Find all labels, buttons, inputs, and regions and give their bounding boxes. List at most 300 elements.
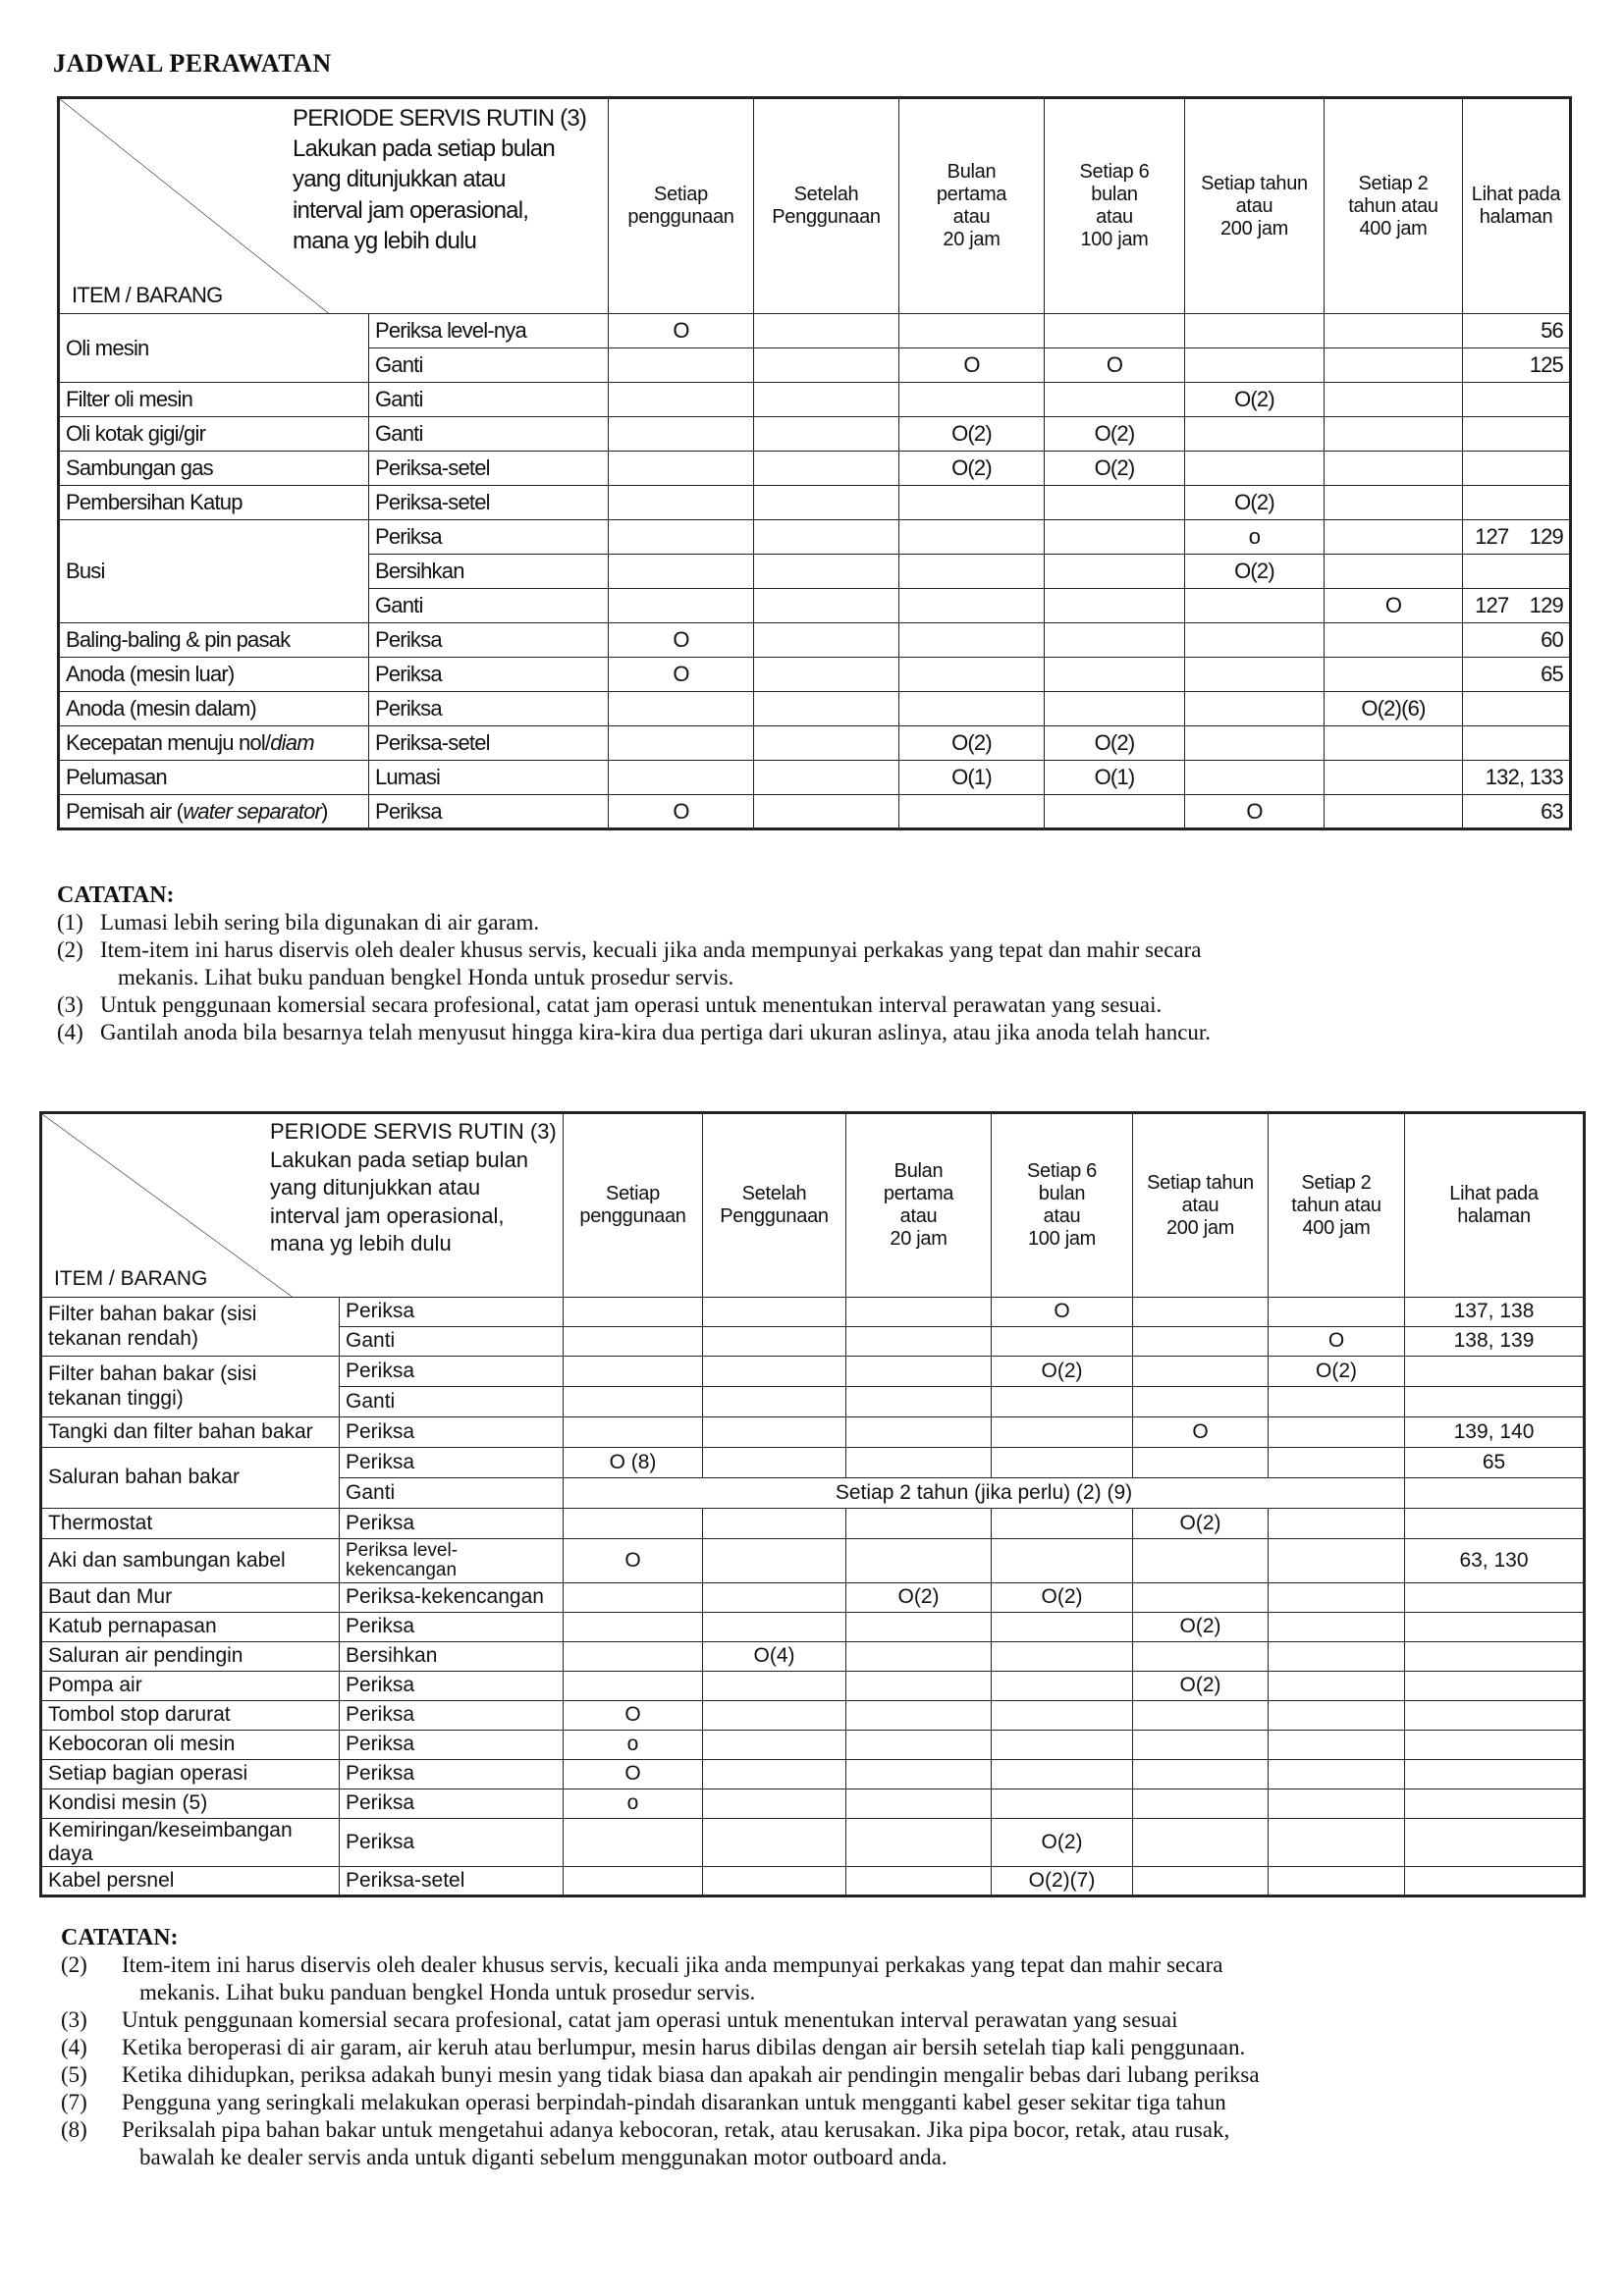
column-header-line: Penggunaan [720,1205,829,1227]
column-header-line: Setiap 2 [1301,1171,1372,1194]
header-row [59,98,1571,314]
page-ref-cell [1463,726,1571,761]
period-line: interval jam operasional, [293,196,529,224]
schedule-cell: O(1) [1045,761,1185,795]
note-number: (3) [57,992,83,1017]
action-cell: Ganti [369,589,609,623]
schedule-cell [846,1327,992,1357]
schedule-cell [1133,1789,1269,1819]
schedule-cell [754,795,899,829]
schedule-cell [609,520,754,555]
schedule-cell: O(2) [1045,452,1185,486]
item-cell [59,726,369,761]
schedule-cell [1185,589,1325,623]
column-header-line: atau [1235,194,1273,217]
table-row [41,1819,1585,1867]
page-ref-cell: 137, 138 [1405,1298,1585,1327]
column-header [1269,1113,1405,1298]
item-cell [59,383,369,417]
schedule-cell [1269,1387,1405,1417]
table-row [59,795,1571,829]
column-header-line: Lihat pada [1449,1183,1539,1204]
item-cell [41,1357,340,1417]
item-name: Pembersihan Katup [66,490,243,515]
table-row [41,1448,1585,1478]
schedule-cell [1325,726,1463,761]
note-number: (5) [61,2062,87,2087]
schedule-cell: O(2) [1185,555,1325,589]
schedule-cell [1325,486,1463,520]
note-text [122,2034,1583,2061]
item-cell [41,1731,340,1760]
header-row [41,1113,1585,1298]
schedule-cell [1325,417,1463,452]
schedule-cell [1325,555,1463,589]
schedule-cell [1269,1583,1405,1613]
page-ref-cell [1463,692,1571,726]
schedule-cell [1325,452,1463,486]
schedule-cell: O [609,314,754,348]
item-name: Filter oli mesin [66,387,193,412]
action-cell: Ganti [340,1327,564,1357]
schedule-cell [564,1583,703,1613]
schedule-cell [1269,1298,1405,1327]
schedule-cell [1133,1327,1269,1357]
schedule-cell [992,1760,1133,1789]
schedule-cell [703,1539,846,1583]
schedule-cell [899,383,1045,417]
item-name: Kecepatan menuju nol/ [66,730,271,756]
note-number: (2) [61,1952,87,1977]
note-number: (8) [61,2117,87,2142]
schedule-cell [899,658,1045,692]
schedule-cell [1045,520,1185,555]
page-ref-cell [1463,383,1571,417]
schedule-cell: O(2) [1133,1672,1269,1701]
table-row [41,1867,1585,1896]
schedule-cell [1133,1731,1269,1760]
action-cell: Periksa-setel [369,452,609,486]
schedule-cell [846,1417,992,1448]
note-text [100,909,1579,936]
schedule-cell [992,1509,1133,1539]
note-text [122,2089,1583,2116]
schedule-cell [846,1613,992,1642]
page-ref-cell [1463,452,1571,486]
column-header-line: penggunaan [579,1205,686,1227]
schedule-cell [1045,795,1185,829]
column-header-line: Bulan [893,1160,944,1182]
schedule-cell [609,692,754,726]
note-text-continuation: mekanis. Lihat buku panduan bengkel Honda untuk prosedur servis. [139,1980,756,2004]
schedule-cell [609,726,754,761]
column-header-line: Setiap 2 [1358,172,1429,194]
schedule-cell: O(2) [899,452,1045,486]
schedule-cell [1269,1448,1405,1478]
schedule-cell [1133,1539,1269,1583]
schedule-cell [564,1387,703,1417]
notes-heading: CATATAN: [61,1925,179,1950]
note-item [61,2061,1583,2089]
table-row [41,1701,1585,1731]
schedule-cell: O(2) [1045,726,1185,761]
action-cell: Periksa level-nya [369,314,609,348]
column-header-line: 400 jam [1302,1216,1371,1239]
action-cell: Periksa [340,1509,564,1539]
column-header [1045,98,1185,314]
note-item [61,1951,1583,2006]
column-header [846,1113,992,1298]
schedule-cell [564,1867,703,1896]
schedule-cell [1133,1867,1269,1896]
schedule-cell [703,1760,846,1789]
item-cell [41,1539,340,1583]
note-item [57,909,1579,936]
action-cell: Periksa [340,1448,564,1478]
action-cell: Periksa-setel [369,726,609,761]
column-header-line: 400 jam [1359,217,1428,240]
page-ref-cell [1405,1731,1585,1760]
period-line: yang ditunjukkan atau [293,166,506,193]
schedule-cell [703,1583,846,1613]
column-header [703,1113,846,1298]
schedule-cell [754,589,899,623]
schedule-cell [703,1613,846,1642]
note-text [122,1951,1583,2006]
page-ref-cell: 56 [1463,314,1571,348]
action-cell: Periksa level-kekencangan [340,1539,564,1583]
action-cell: Periksa [340,1417,564,1448]
schedule-cell [992,1387,1133,1417]
schedule-cell [754,692,899,726]
note-text-line: Ketika dihidupkan, periksa adakah bunyi mesin yang tidak biasa dan apakah air pendingin mengalir bebas dari lubang periksa [122,2062,1260,2087]
schedule-cell: O [992,1298,1133,1327]
notes-heading: CATATAN: [57,882,175,908]
schedule-cell [1133,1760,1269,1789]
item-name: Baut dan Mur [48,1585,173,1609]
schedule-cell: O(2) [1269,1357,1405,1387]
item-name: Baling-baling & pin pasak [66,627,291,653]
page-ref-cell: 132, 133 [1463,761,1571,795]
schedule-cell: O (8) [564,1448,703,1478]
column-header-line: Setelah [741,1183,807,1204]
action-cell: Periksa [340,1760,564,1789]
schedule-cell [1045,589,1185,623]
column-header-line: pertama [936,184,1007,205]
schedule-cell [1045,486,1185,520]
schedule-cell: o [1185,520,1325,555]
schedule-cell [1269,1819,1405,1867]
item-name: Anoda (mesin dalam) [66,696,256,721]
schedule-cell [846,1819,992,1867]
page-ref-cell [1463,417,1571,452]
page-ref-cell: 125 [1463,348,1571,383]
action-cell: Periksa [369,795,609,829]
schedule-cell [1269,1701,1405,1731]
action-cell: Ganti [340,1387,564,1417]
action-cell: Periksa [369,658,609,692]
action-cell: Periksa [340,1701,564,1731]
item-cell [59,623,369,658]
note-text-continuation: bawalah ke dealer servis anda untuk diganti sebelum menggunakan motor outboard anda. [139,2145,947,2169]
item-cell [41,1789,340,1819]
column-header-line: atau [952,206,991,228]
schedule-cell: O [1269,1327,1405,1357]
column-header-line: Setiap 6 [1079,161,1150,183]
action-cell: Ganti [369,417,609,452]
schedule-cell: O(2) [899,417,1045,452]
schedule-cell: O(2)(7) [992,1867,1133,1896]
schedule-cell [564,1672,703,1701]
schedule-cell [846,1539,992,1583]
note-number: (1) [57,910,83,934]
table-row [41,1509,1585,1539]
action-cell: Lumasi [369,761,609,795]
schedule-cell [846,1448,992,1478]
item-cell [59,486,369,520]
column-header-line: penggunaan [627,206,734,228]
page-ref-cell: 139, 140 [1405,1417,1585,1448]
page-ref-cell [1405,1760,1585,1789]
table-row [41,1789,1585,1819]
schedule-cell [1269,1417,1405,1448]
action-cell: Periksa [340,1731,564,1760]
schedule-cell [846,1789,992,1819]
schedule-cell [1185,726,1325,761]
table-row [41,1417,1585,1448]
column-header-line: Lihat pada [1471,184,1561,205]
action-cell: Ganti [369,383,609,417]
schedule-cell [1325,795,1463,829]
item-name: Anoda (mesin luar) [66,662,235,687]
schedule-cell: O(2) [846,1583,992,1613]
column-header [1133,1113,1269,1298]
schedule-cell: O(2) [1185,383,1325,417]
schedule-cell [703,1672,846,1701]
schedule-cell [899,589,1045,623]
note-item [57,1019,1579,1046]
schedule-cell [703,1867,846,1896]
schedule-cell [609,348,754,383]
schedule-cell [754,623,899,658]
table-row [59,383,1571,417]
page-ref-cell: 63, 130 [1405,1539,1585,1583]
item-cell [41,1583,340,1613]
page-ref-cell [1405,1867,1585,1896]
table-row [59,761,1571,795]
schedule-cell [1045,623,1185,658]
table-row [41,1672,1585,1701]
schedule-cell [1133,1701,1269,1731]
schedule-cell [846,1509,992,1539]
schedule-cell [1269,1867,1405,1896]
schedule-cell [899,486,1045,520]
table-row [41,1731,1585,1760]
item-name: Kabel persnel [48,1869,175,1893]
note-item [61,2116,1583,2171]
column-header-line: atau [1096,206,1133,228]
note-text [122,2061,1583,2089]
item-name: Aki dan sambungan kabel [48,1548,286,1572]
note-number: (7) [61,2090,87,2114]
schedule-cell [754,520,899,555]
notes-section-2 [61,1924,1583,2171]
item-name: Kemiringan/keseimbangan daya [48,1819,293,1866]
note-text-line: Untuk penggunaan komersial secara profesional, catat jam operasi untuk menentukan interval perawatan yang sesuai [122,2007,1178,2032]
period-line: Lakukan pada setiap bulan [270,1147,528,1172]
schedule-cell [992,1417,1133,1448]
note-number: (2) [57,937,83,962]
schedule-cell [1325,623,1463,658]
column-header-line: 100 jam [1080,229,1149,250]
column-header-line: halaman [1479,206,1553,228]
item-name: Oli kotak gigi/gir [66,421,206,447]
table-row [59,486,1571,520]
column-header [992,1113,1133,1298]
schedule-cell [1185,658,1325,692]
schedule-cell [1325,314,1463,348]
item-cell [41,1701,340,1731]
note-text-line: Untuk penggunaan komersial secara profesional, catat jam operasi untuk menentukan interval perawatan yang sesuai. [100,992,1163,1017]
table-row [59,452,1571,486]
schedule-cell [754,658,899,692]
schedule-cell: O [899,348,1045,383]
note-text [100,936,1579,991]
schedule-cell [703,1357,846,1387]
schedule-cell [846,1672,992,1701]
column-header [564,1113,703,1298]
schedule-cell [703,1448,846,1478]
item-name: Oli mesin [66,335,149,360]
item-name: Pemisah air ( [66,798,184,824]
page-ref-cell: 63 [1463,795,1571,829]
schedule-cell [609,555,754,589]
note-text [100,991,1579,1019]
schedule-cell [1325,348,1463,383]
table-row [59,417,1571,452]
action-cell: Bersihkan [340,1642,564,1672]
action-cell: Periksa-setel [369,486,609,520]
page-ref-cell: 127 129 [1463,589,1571,623]
column-header-line: halaman [1457,1205,1531,1227]
column-header-line: 100 jam [1027,1228,1097,1250]
schedule-cell [564,1298,703,1327]
action-cell: Periksa [340,1819,564,1867]
schedule-cell [754,555,899,589]
schedule-cell: O [1185,795,1325,829]
column-header [754,98,899,314]
schedule-cell: O(2) [992,1819,1133,1867]
schedule-cell [703,1789,846,1819]
schedule-cell: O(2) [1185,486,1325,520]
schedule-cell [899,520,1045,555]
action-cell: Periksa-setel [340,1867,564,1896]
schedule-cell [754,417,899,452]
schedule-cell [899,795,1045,829]
schedule-cell [754,761,899,795]
schedule-cell [1133,1357,1269,1387]
period-line: yang ditunjukkan atau [270,1175,481,1201]
schedule-cell [1185,348,1325,383]
schedule-cell [846,1867,992,1896]
item-name: Tombol stop darurat [48,1703,231,1727]
page-ref-cell [1405,1387,1585,1417]
column-header-line: Penggunaan [772,206,881,228]
schedule-cell [564,1327,703,1357]
schedule-cell [609,383,754,417]
note-text-line: Ketika beroperasi di air garam, air keruh atau berlumpur, mesin harus dibilas dengan air bersih setelah tiap kali penggunaan. [122,2035,1246,2059]
action-cell: Ganti [369,348,609,383]
schedule-cell [754,726,899,761]
schedule-cell [1133,1387,1269,1417]
period-line: PERIODE SERVIS RUTIN (3) [293,105,587,132]
column-header-line: Setiap tahun [1147,1171,1254,1194]
note-text-line: Item-item ini harus diservis oleh dealer khusus servis, kecuali jika anda mempunyai perkakas yang tepat dan mahir secara [122,1952,1223,1977]
schedule-cell [609,486,754,520]
notes-section-1 [57,881,1579,1046]
page-ref-cell: 65 [1405,1448,1585,1478]
schedule-cell: O(2) [992,1583,1133,1613]
action-cell: Periksa [340,1357,564,1387]
schedule-cell [846,1298,992,1327]
column-header-line: 20 jam [943,229,1001,250]
table-row [59,314,1571,348]
item-cell [41,1509,340,1539]
page-title: JADWAL PERAWATAN [53,49,332,78]
table-row [59,623,1571,658]
schedule-cell [564,1509,703,1539]
note-text-line: Periksalah pipa bahan bakar untuk mengetahui adanya kebocoran, retak, atau kerusakan. Jika pipa bocor, retak, atau rusak, [122,2117,1230,2142]
schedule-cell [703,1731,846,1760]
column-header-line: bulan [1038,1183,1086,1204]
schedule-cell [992,1672,1133,1701]
note-text-continuation: mekanis. Lihat buku panduan bengkel Honda untuk prosedur servis. [118,965,734,989]
schedule-cell [992,1539,1133,1583]
item-name-italic: water separator [183,798,322,824]
column-header-line: pertama [883,1183,954,1204]
column-header-line: atau [1181,1194,1219,1216]
schedule-cell [846,1387,992,1417]
item-cell [59,761,369,795]
item-name: Setiap bagian operasi [48,1762,248,1786]
schedule-cell [1185,417,1325,452]
column-header-line: Setiap 6 [1027,1160,1097,1182]
note-text [122,2006,1583,2034]
period-line: PERIODE SERVIS RUTIN (3) [270,1119,557,1144]
item-name: Saluran bahan bakar [48,1466,240,1489]
column-header-line: Setelah [793,184,859,205]
schedule-cell [703,1327,846,1357]
schedule-cell: O [609,795,754,829]
item-name: Kondisi mesin (5) [48,1791,208,1815]
item-name: Katub pernapasan [48,1615,217,1638]
action-cell: Bersihkan [369,555,609,589]
table-row [41,1539,1585,1583]
schedule-cell [992,1327,1133,1357]
schedule-cell [1045,383,1185,417]
schedule-cell [1045,658,1185,692]
action-cell: Periksa [369,692,609,726]
schedule-cell [899,555,1045,589]
schedule-cell [899,692,1045,726]
table-row [41,1583,1585,1613]
action-cell: Periksa [369,520,609,555]
table-row [41,1357,1585,1387]
table-row [41,1642,1585,1672]
item-cell [59,520,369,623]
period-line: mana yg lebih dulu [293,227,477,254]
item-name: Pelumasan [66,765,167,790]
